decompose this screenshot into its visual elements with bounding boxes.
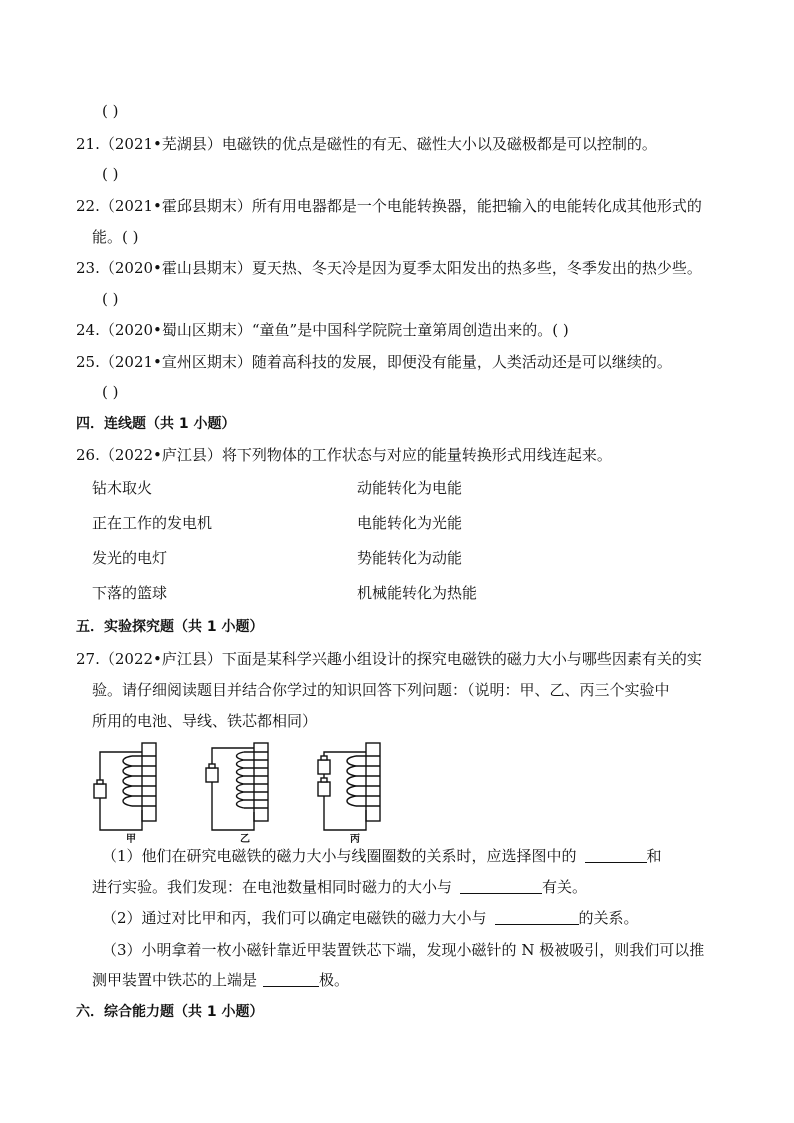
q27-part3-line2 <box>92 970 349 990</box>
q27-part1-text-c: 进行实验。我们发现：在电池数量相同时磁力的大小与 <box>92 878 453 896</box>
q20-tail: ( ) <box>102 102 119 120</box>
figure-label-jia: 甲 <box>126 834 136 845</box>
question-25: 25.（2021•宣州区期末）随着高科技的发展，即便没有能量，人类活动还是可以继续的。 <box>76 353 672 371</box>
match-right-4: 机械能转化为热能 <box>357 584 478 602</box>
q27-part1-text-a: （1）他们在研究电磁铁的磁力大小与线圈圈数的关系时，应选择图中的 <box>102 847 577 865</box>
match-left-4: 下落的篮球 <box>92 584 168 602</box>
q27-part1-text-b: 和 <box>646 847 662 865</box>
section-heading-6: 六．综合能力题（共 1 小题） <box>76 1004 264 1020</box>
figure-label-yi: 乙 <box>240 834 250 845</box>
q27-part2-text-a: （2）通过对比甲和丙，我们可以确定电磁铁的磁力大小与 <box>102 909 487 927</box>
q27-part2-text-b: 的关系。 <box>578 909 639 927</box>
match-left-3: 发光的电灯 <box>92 549 168 567</box>
question-21-tail: ( ) <box>102 165 119 183</box>
question-26: 26.（2022•庐江县）将下列物体的工作状态与对应的能量转换形式用线连起来。 <box>76 446 612 464</box>
question-27-line1: 27.（2022•庐江县）下面是某科学兴趣小组设计的探究电磁铁的磁力大小与哪些因素有关的实 <box>76 650 702 668</box>
circuit-yi <box>206 743 268 830</box>
question-27-line3: 所用的电池、导线、铁芯都相同） <box>92 712 318 730</box>
match-right-2: 电能转化为光能 <box>357 514 463 532</box>
section-heading-5: 五．实验探究题（共 1 小题） <box>76 619 264 635</box>
match-right-1: 动能转化为电能 <box>357 479 463 497</box>
match-right-3: 势能转化为动能 <box>357 549 463 567</box>
q27-part1-text-d: 有关。 <box>542 878 588 896</box>
circuits-diagram <box>90 738 430 844</box>
question-22-tail: 能。( ) <box>92 228 139 246</box>
match-left-1: 钻木取火 <box>92 479 153 497</box>
circuit-bing <box>318 743 380 830</box>
answer-blank-2[interactable] <box>460 879 542 894</box>
electromagnet-figure <box>90 738 430 844</box>
figure-label-bing: 丙 <box>350 834 360 845</box>
question-21: 21.（2021•芜湖县）电磁铁的优点是磁性的有无、磁性大小以及磁极都是可以控制的。 <box>76 135 657 153</box>
question-25-tail: ( ) <box>102 383 119 401</box>
answer-blank-1[interactable] <box>585 848 647 863</box>
section-heading-4: 四．连线题（共 1 小题） <box>76 416 236 432</box>
q27-part2 <box>102 908 639 928</box>
q27-part3-text-c: 极。 <box>319 971 350 989</box>
match-left-2: 正在工作的发电机 <box>92 514 213 532</box>
question-23: 23.（2020•霍山县期末）夏天热、冬天冷是因为夏季太阳发出的热多些，冬季发出的热少些。 <box>76 259 702 277</box>
q27-part1-line2 <box>92 877 587 897</box>
answer-blank-3[interactable] <box>495 910 579 925</box>
question-23-tail: ( ) <box>102 290 119 308</box>
question-24: 24.（2020•蜀山区期末）“童鱼”是中国科学院院士童第周创造出来的。( ) <box>76 321 569 339</box>
circuit-jia <box>94 743 156 830</box>
answer-blank-4[interactable] <box>263 972 319 987</box>
q27-part1-line1 <box>102 846 662 866</box>
q27-part3-text-b: 测甲装置中铁芯的上端是 <box>92 971 258 989</box>
question-27-line2: 验。请仔细阅读题目并结合你学过的知识回答下列问题：（说明：甲、乙、丙三个实验中 <box>92 681 670 699</box>
q27-part3-line1: （3）小明拿着一枚小磁针靠近甲装置铁芯下端，发现小磁针的 N 极被吸引，则我们可以推 <box>102 941 705 959</box>
question-22: 22.（2021•霍邱县期末）所有用电器都是一个电能转换器，能把输入的电能转化成其他形式的 <box>76 197 702 215</box>
